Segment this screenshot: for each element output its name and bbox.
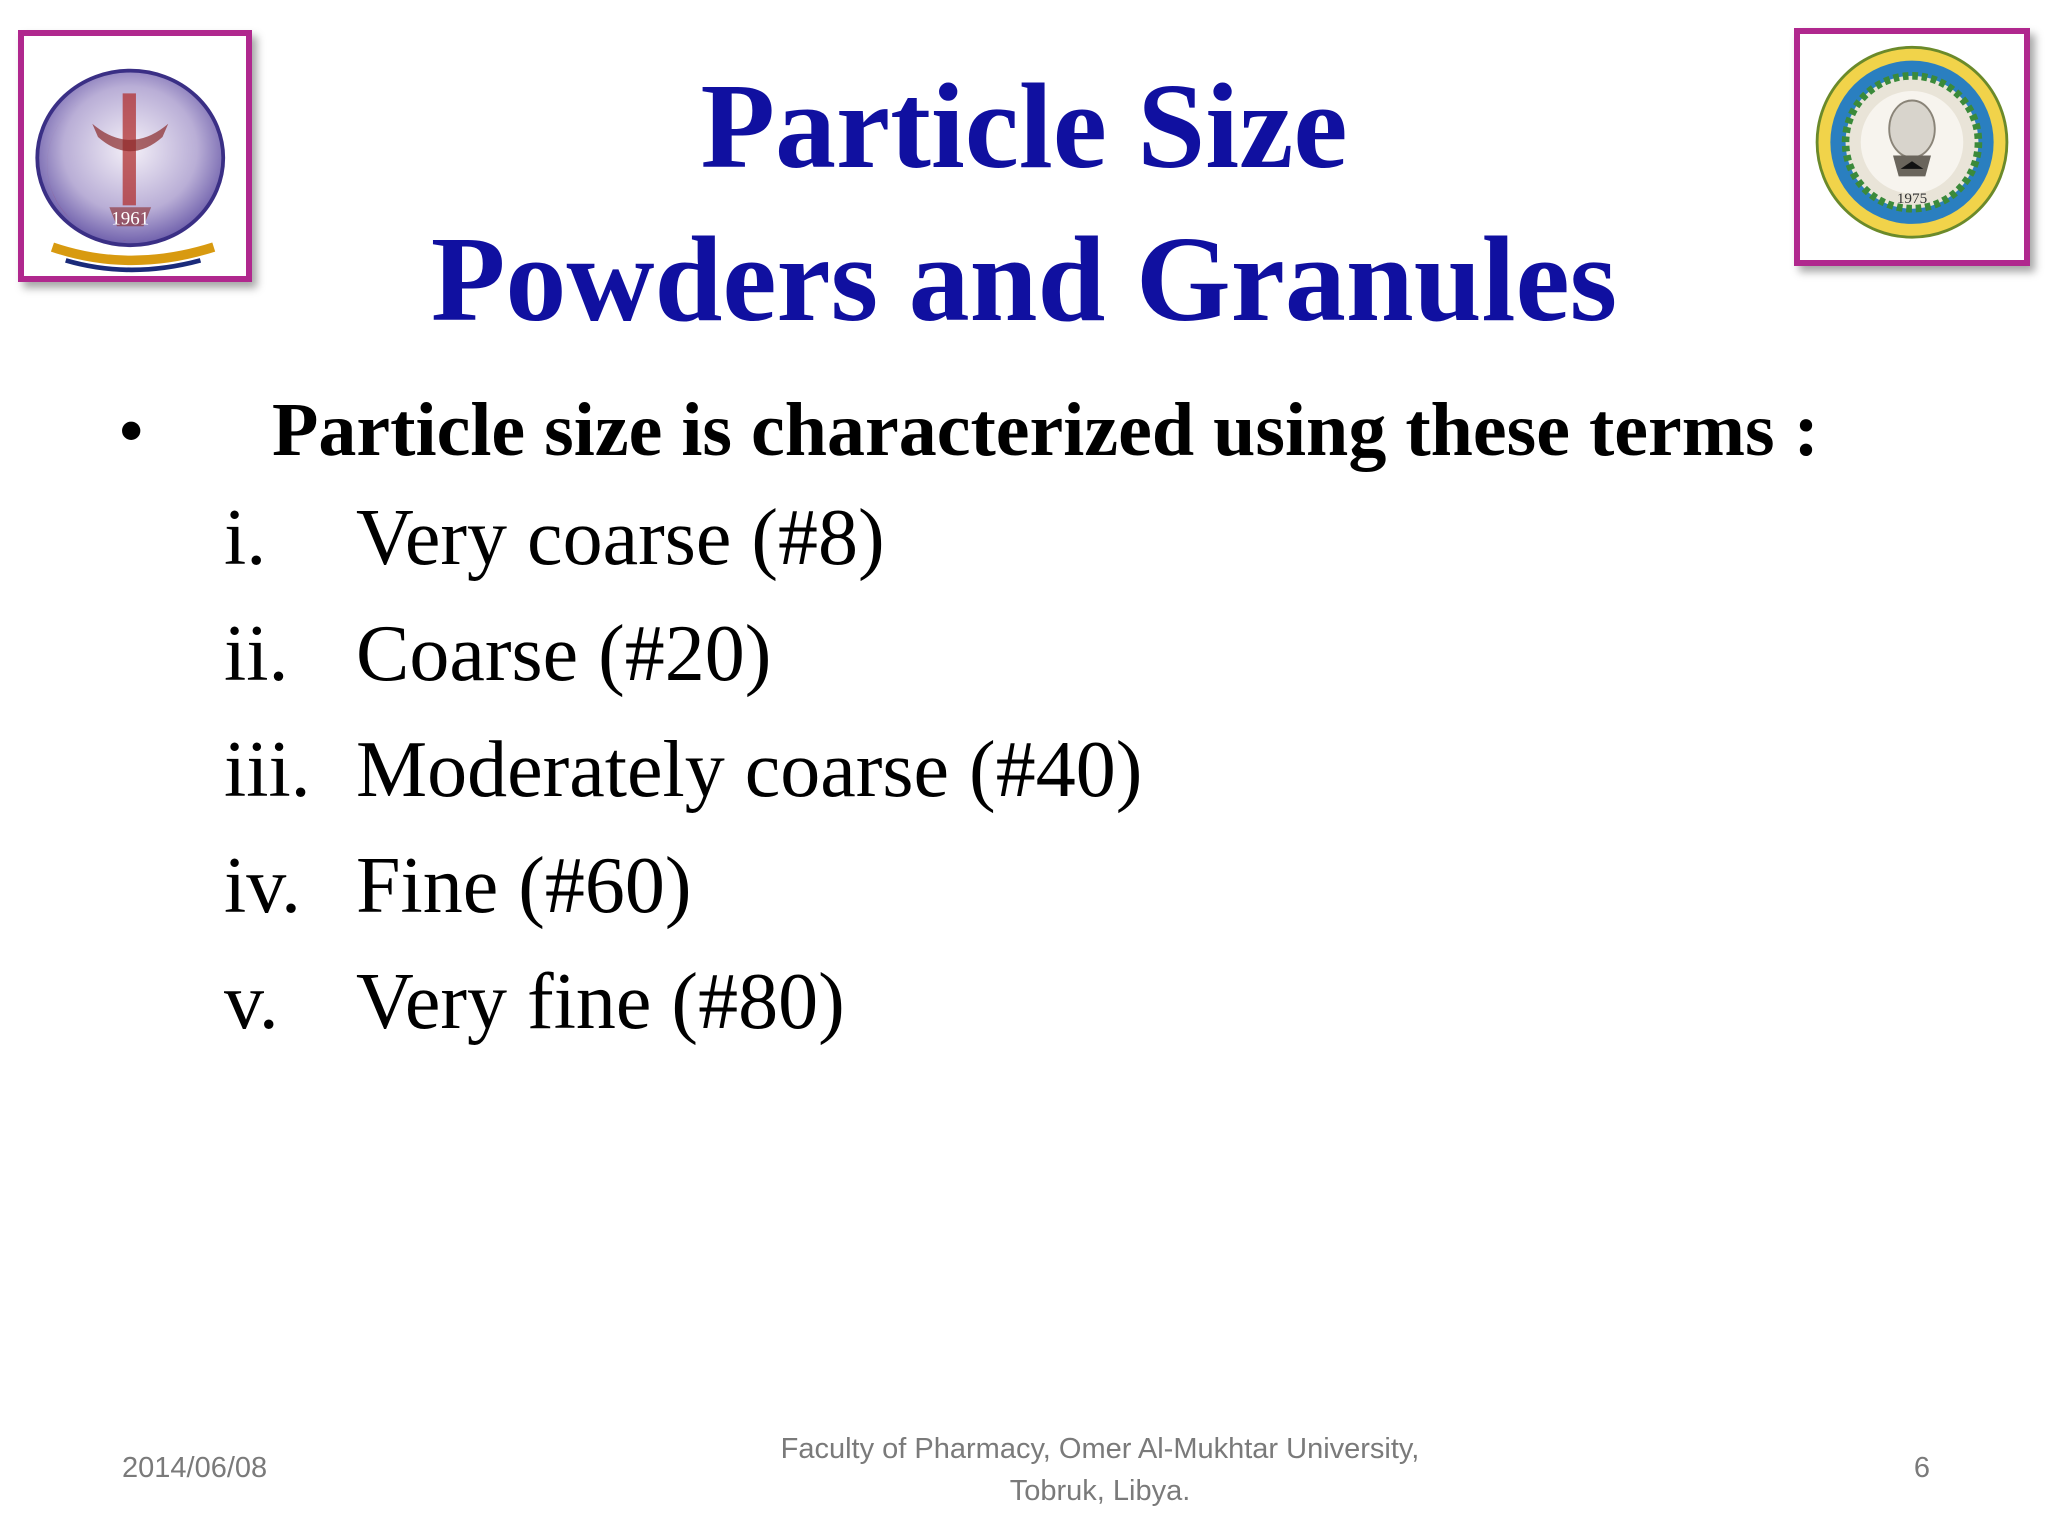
lead-bullet-item bbox=[120, 380, 1980, 480]
lead-text: Particle size is characterized using these terms : bbox=[272, 388, 1819, 472]
list-item bbox=[224, 604, 1724, 720]
list-item-number: iv. bbox=[224, 842, 302, 930]
faculty-logo bbox=[18, 30, 252, 282]
university-logo bbox=[1794, 28, 2030, 266]
list-item-text: Very coarse (#8) bbox=[356, 494, 885, 582]
list-item bbox=[224, 488, 1724, 604]
list-item-number: i. bbox=[224, 494, 267, 582]
list-item-number: v. bbox=[224, 958, 279, 1046]
footer-date: 2014/06/08 bbox=[122, 1452, 268, 1484]
list-item bbox=[224, 952, 1724, 1068]
list-item-number: ii. bbox=[224, 610, 289, 698]
bullet-icon: • bbox=[120, 394, 143, 466]
faculty-emblem-icon bbox=[24, 36, 246, 276]
list-item-text: Fine (#60) bbox=[356, 842, 692, 930]
footer-institution-line1: Faculty of Pharmacy, Omer Al-Mukhtar University, bbox=[780, 1433, 1420, 1465]
slide-title-line1: Particle Size bbox=[700, 59, 1348, 194]
list-item bbox=[224, 720, 1724, 836]
list-item-number: iii. bbox=[224, 726, 311, 814]
left-logo-year: 1961 bbox=[111, 208, 150, 230]
slide-title-line2: Powders and Granules bbox=[430, 212, 1618, 347]
list-item-text: Moderately coarse (#40) bbox=[356, 726, 1143, 814]
page-number: 6 bbox=[1913, 1452, 1930, 1484]
right-logo-year: 1975 bbox=[1896, 190, 1928, 208]
footer-institution-line2: Tobruk, Libya. bbox=[1009, 1475, 1191, 1507]
list-item-text: Very fine (#80) bbox=[356, 958, 845, 1046]
list-item bbox=[224, 836, 1724, 952]
particle-size-terms-list bbox=[224, 488, 1724, 1068]
university-seal-icon bbox=[1800, 34, 2024, 260]
footer-institution bbox=[700, 1428, 1500, 1512]
list-item-text: Coarse (#20) bbox=[356, 610, 772, 698]
